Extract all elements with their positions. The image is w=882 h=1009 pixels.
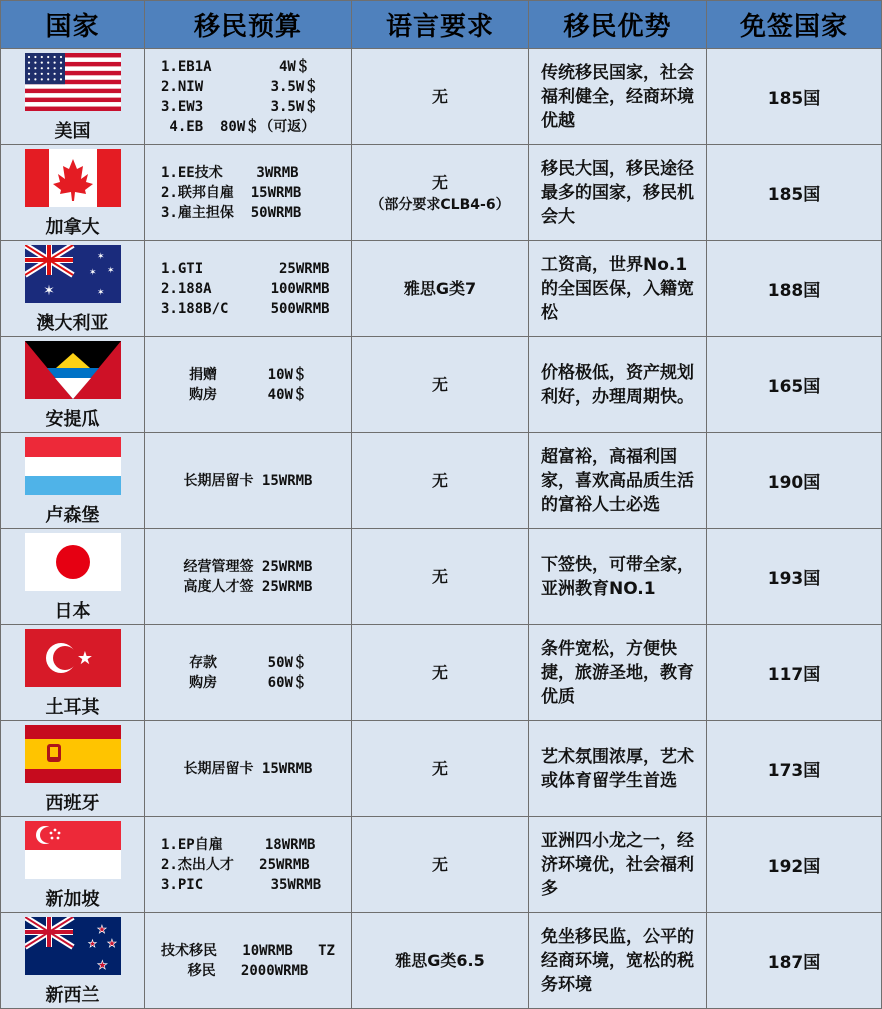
advantage-text: 艺术氛围浓厚，艺术或体育留学生首选 — [541, 746, 694, 791]
advantage-cell — [529, 721, 707, 817]
budget-line: 3.EW3 3.5W＄ — [161, 98, 319, 115]
language-cell — [352, 625, 529, 721]
antigua-flag-icon — [25, 341, 121, 399]
advantage-cell — [529, 337, 707, 433]
advantage-cell — [529, 145, 707, 241]
visa-free-cell — [707, 817, 882, 913]
budget-line: 3.PIC 35WRMB — [161, 876, 322, 893]
advantage-text: 超富裕，高福利国家，喜欢高品质生活的富裕人士必选 — [541, 446, 694, 515]
budget-line: 长期居留卡 15WRMB — [183, 760, 313, 777]
advantage-text: 免坐移民监，公平的经商环境，宽松的税务环境 — [541, 926, 694, 995]
visa-free-cell — [707, 625, 882, 721]
budget-cell — [145, 721, 352, 817]
visa-free-count: 117国 — [767, 665, 821, 685]
budget-line: 移民 2000WRMB — [187, 962, 309, 979]
visa-free-cell — [707, 913, 882, 1009]
advantage-text: 价格极低，资产规划利好，办理周期快。 — [541, 362, 694, 407]
visa-free-count: 185国 — [767, 89, 821, 109]
country-cell — [1, 817, 145, 913]
table-row — [1, 241, 882, 337]
table-row — [1, 625, 882, 721]
visa-free-cell — [707, 49, 882, 145]
svg-text:★: ★ — [106, 936, 117, 950]
country-cell — [1, 625, 145, 721]
table-row — [1, 529, 882, 625]
language-requirement: 无 — [431, 566, 448, 586]
svg-text:✶: ✶ — [106, 265, 115, 276]
advantage-cell — [529, 913, 707, 1009]
budget-cell — [145, 337, 352, 433]
spain-flag-icon — [25, 725, 121, 783]
country-cell — [1, 241, 145, 337]
advantage-cell — [529, 817, 707, 913]
country-cell — [1, 49, 145, 145]
svg-text:✶: ✶ — [96, 251, 105, 262]
svg-text:✶: ✶ — [42, 282, 55, 299]
canada-flag-icon — [25, 149, 121, 207]
advantage-text: 亚洲四小龙之一，经济环境优，社会福利多 — [541, 830, 694, 899]
country-name: 日本 — [54, 600, 91, 622]
visa-free-count: 165国 — [767, 377, 821, 397]
visa-free-count: 192国 — [767, 857, 821, 877]
language-cell — [352, 913, 529, 1009]
country-cell — [1, 913, 145, 1009]
budget-line: 经营管理签 25WRMB — [183, 558, 313, 575]
visa-free-count: 193国 — [767, 569, 821, 589]
country-name: 澳大利亚 — [36, 312, 109, 334]
advantage-text: 工资高，世界No.1的全国医保，入籍宽松 — [541, 254, 694, 323]
country-cell — [1, 433, 145, 529]
country-cell — [1, 145, 145, 241]
table-row — [1, 721, 882, 817]
language-note: （部分要求CLB4-6） — [370, 196, 510, 213]
budget-line: 3.雇主担保 50WRMB — [161, 204, 302, 221]
advantage-cell — [529, 529, 707, 625]
budget-cell — [145, 625, 352, 721]
language-requirement: 无 — [431, 470, 448, 490]
visa-free-cell — [707, 529, 882, 625]
visa-free-count: 173国 — [767, 761, 821, 781]
advantage-text: 条件宽松，方便快捷，旅游圣地，教育优质 — [541, 638, 694, 707]
country-cell — [1, 337, 145, 433]
svg-text:★: ★ — [87, 938, 97, 950]
header-language: 语言要求 — [352, 1, 529, 49]
luxembourg-flag-icon — [25, 437, 121, 495]
country-name: 新加坡 — [45, 888, 100, 910]
country-name: 新西兰 — [45, 984, 100, 1006]
budget-line: 2.NIW 3.5W＄ — [161, 78, 319, 95]
language-requirement: 雅思G类6.5 — [395, 950, 485, 970]
budget-cell — [145, 529, 352, 625]
advantage-text: 下签快，可带全家，亚洲教育NO.1 — [541, 554, 694, 599]
japan-flag-icon — [25, 533, 121, 591]
budget-line: 1.GTI 25WRMB — [161, 260, 330, 277]
country-name: 西班牙 — [45, 792, 100, 814]
language-cell — [352, 529, 529, 625]
visa-free-count: 190国 — [767, 473, 821, 493]
header-advantage: 移民优势 — [529, 1, 707, 49]
budget-line: 高度人才签 25WRMB — [183, 578, 313, 595]
budget-cell — [145, 145, 352, 241]
budget-cell — [145, 913, 352, 1009]
budget-line: 1.EE技术 3WRMB — [161, 164, 299, 181]
singapore-flag-icon — [25, 821, 121, 879]
language-cell — [352, 721, 529, 817]
country-name: 美国 — [54, 120, 91, 142]
country-cell — [1, 529, 145, 625]
header-visa-free: 免签国家 — [707, 1, 882, 49]
svg-text:★: ★ — [76, 647, 93, 669]
budget-line: 购房 40W＄ — [189, 386, 307, 403]
advantage-cell — [529, 241, 707, 337]
language-cell — [352, 145, 529, 241]
advantage-cell — [529, 625, 707, 721]
country-name: 土耳其 — [45, 696, 100, 718]
usa-flag-icon — [25, 53, 121, 111]
budget-line: 购房 60W＄ — [189, 674, 307, 691]
budget-cell — [145, 433, 352, 529]
language-requirement: 无 — [431, 374, 448, 394]
new-zealand-flag-icon — [25, 917, 121, 975]
svg-text:✶: ✶ — [88, 267, 97, 278]
advantage-cell — [529, 433, 707, 529]
visa-free-cell — [707, 433, 882, 529]
visa-free-cell — [707, 145, 882, 241]
budget-line: 4.EB 80W＄（可返） — [161, 118, 316, 135]
language-requirement: 雅思G类7 — [403, 278, 477, 298]
budget-line: 1.EP自雇 18WRMB — [161, 836, 316, 853]
visa-free-count: 187国 — [767, 953, 821, 973]
language-requirement: 无 — [431, 758, 448, 778]
visa-free-cell — [707, 241, 882, 337]
table-row — [1, 145, 882, 241]
budget-line: 存款 50W＄ — [189, 654, 307, 671]
language-cell — [352, 49, 529, 145]
country-name: 加拿大 — [45, 216, 100, 238]
budget-line: 捐赠 10W＄ — [189, 366, 307, 383]
language-requirement: 无 — [431, 854, 448, 874]
language-cell — [352, 241, 529, 337]
language-cell — [352, 433, 529, 529]
table-row — [1, 913, 882, 1009]
svg-text:✶: ✶ — [96, 287, 105, 298]
language-requirement: 无 — [431, 662, 448, 682]
svg-text:★: ★ — [96, 922, 107, 936]
country-name: 卢森堡 — [45, 504, 100, 526]
visa-free-count: 188国 — [767, 281, 821, 301]
language-cell — [352, 817, 529, 913]
budget-line: 2.188A 100WRMB — [161, 280, 330, 297]
country-cell — [1, 721, 145, 817]
visa-free-count: 185国 — [767, 185, 821, 205]
budget-cell — [145, 817, 352, 913]
table-row — [1, 433, 882, 529]
table-row — [1, 817, 882, 913]
budget-line: 长期居留卡 15WRMB — [183, 472, 313, 489]
header-row — [1, 1, 882, 49]
table-row — [1, 337, 882, 433]
budget-line: 2.联邦自雇 15WRMB — [161, 184, 302, 201]
advantage-text: 传统移民国家，社会福利健全，经商环境优越 — [541, 62, 694, 131]
language-requirement: 无 — [431, 86, 448, 106]
visa-free-cell — [707, 721, 882, 817]
svg-text:★: ★ — [96, 957, 108, 972]
budget-line: 2.杰出人才 25WRMB — [161, 856, 310, 873]
header-budget: 移民预算 — [145, 1, 352, 49]
budget-line: 技术移民 10WRMB TZ — [160, 942, 335, 959]
budget-cell — [145, 241, 352, 337]
language-requirement: 无 — [431, 172, 448, 192]
australia-flag-icon — [25, 245, 121, 303]
budget-line: 1.EB1A 4W＄ — [161, 58, 310, 75]
header-country: 国家 — [1, 1, 145, 49]
turkey-flag-icon — [25, 629, 121, 687]
advantage-text: 移民大国，移民途径最多的国家，移民机会大 — [541, 158, 694, 227]
budget-line: 3.188B/C 500WRMB — [161, 300, 330, 317]
table-row — [1, 49, 882, 145]
country-name: 安提瓜 — [45, 408, 100, 430]
visa-free-cell — [707, 337, 882, 433]
advantage-cell — [529, 49, 707, 145]
budget-cell — [145, 49, 352, 145]
language-cell — [352, 337, 529, 433]
